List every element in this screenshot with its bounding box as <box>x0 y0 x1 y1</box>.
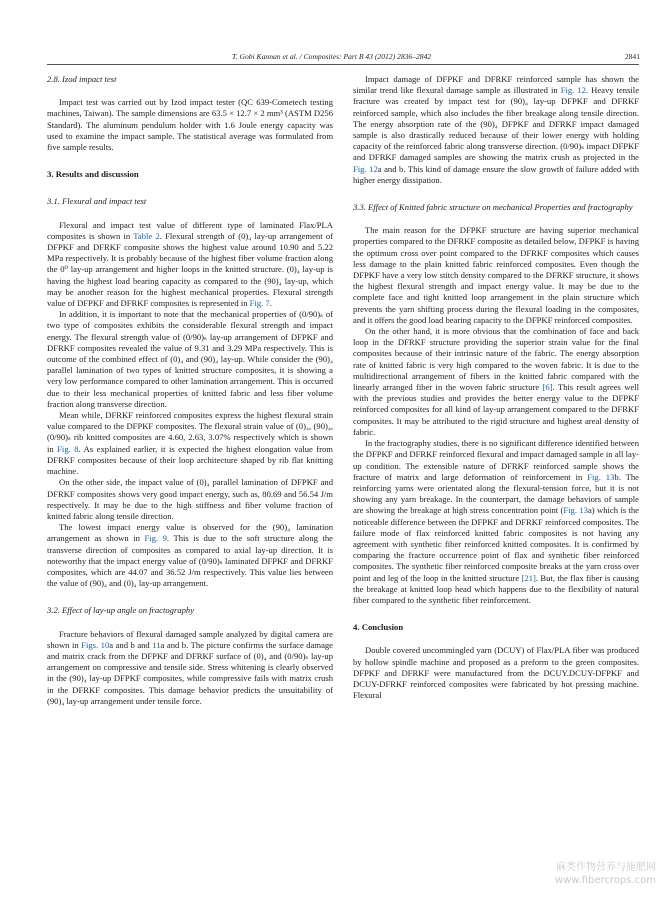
section-3-2-paragraph-2: Impact damage of DFPKF and DFRKF reinforced sample has shown the similar trend like flexural damage sample as illustrated in Fig. 12. Heavy tensile fracture was created by impact test for (90)₄ lay-up DFPKF and DFRKF reinforced sample, which also includes the fiber breakage along tensile direction. The energy absorption rate of the (90)₄ DFPKF and DFRKF impact damaged sample is also drastically reduced because of their lower energy with holding capacity of the reinforced fabric along transverse direction. (0/90)ₛ impact DFPKF and DFRKF damaged samples are showing the matrix crush as projected in the Fig. 12a and b. This kind of damage ensure the slow growth of failure added with higher energy dissipation. <box>353 74 640 185</box>
ref-21-link[interactable]: [21] <box>521 572 536 583</box>
section-3-1-paragraph-3: Mean while, DFRKF reinforced composites express the highest flexural strain value compared to the DFPKF composites. The flexural strain value of (0)₄, (90)₄, (0/90)ₛ rib knitted composites are 4.60, 2.63, 3.07% respectively which is shown in Fig. 8. As explained earlier, it is expected the highest elongation value from DFRKF composites because of their loop architecture shaped by rib flat knitting machine. <box>47 410 333 477</box>
fig-13-link-2[interactable]: Fig. 13 <box>563 505 588 516</box>
fig-8-link[interactable]: Fig. 8 <box>57 443 79 454</box>
section-2-8-heading: 2.8. Izod impact test <box>47 74 117 84</box>
section-3-2-paragraph-1: Fracture behaviors of flexural damaged sample analyzed by digital camera are shown in Figs. 10a and b and 11a and b. The picture confirms the surface damage and matrix crack from the DFPKF and DFRKF surface of (0)₄ and (0/90)ₛ lay-up arrangement on compressive and tensile side. Stress whitening is clearly observed in the (90)₄ lay-up DFPKF composites, while compressive fails with matrix crush in the DFRKF composites. This damage behavior predicts the unsuitability of (90)₄ lay-up arrangement under tensile force. <box>47 628 334 706</box>
ref-6-link[interactable]: [6] <box>542 382 553 393</box>
section-3-heading: 3. Results and discussion <box>47 169 139 180</box>
fig-12-link[interactable]: Fig. 12 <box>560 85 586 96</box>
watermark-line-2: www.fibercrops.com <box>554 875 656 886</box>
section-3-1-heading: 3.1. Flexural and impact test <box>47 196 147 207</box>
section-3-3-paragraph-2: On the other hand, it is more obvious that the combination of face and back loop in the DFRKF structure providing the superior strain value for the final composites because of their intrinsic nature of the fabric. The energy absorption rate of knitted fabric is very high compared to the woven fabric. It is due to the multidirectional arrangement of fibers in the knitted fabric compared with the linearly arranged fiber in the woven fabric structure [6]. This result agrees well with the previous studies and provides the better energy value to the DFPKF reinforced composites for all kind of lay-up arrangement compared to the DFRKF composites. It may be attributed to the rigid structure and highest areal density of fabric. <box>353 326 639 437</box>
section-3-2-heading: 3.2. Effect of lay-up angle on fractography <box>47 605 195 616</box>
header-rule <box>47 64 639 65</box>
section-3-3-paragraph-1: The main reason for the DFPKF structure are having superior mechanical properties compared to the DFRKF composite as detailed below, DFPKF is having the optimum cross over point compared to the DFRKF composites which causes less damage to the plain knitted fabric reinforced composites. Even though the DFPKF have a very low stitch density compared to the DFRKF structure, it shows the highest flexural strength and impact energy value. It may be due to the complete face and tight knitted loop arrangement in the plain structure which prevents the yarn shifting process during the flexural loading in the composites, and it offers the good load bearing capacity to the DFPKF reinforced composites. <box>353 225 639 325</box>
section-3-1-paragraph-4: On the other side, the impact value of (0)₄ parallel lamination of DFPKF and DFRKF composites shows very good impact energy, such as, 80.69 and 56.54 J/m respectively. It may be due to the high stiffness and fiber volume fraction of knitted fabric along tensile direction. <box>47 477 333 521</box>
watermark-line-1: 麻类作物营养与施肥网 <box>556 862 656 873</box>
figs-10-link[interactable]: Figs. 10 <box>81 639 110 650</box>
running-head: T. Gobi Kannan et al. / Composites: Part B 43 (2012) 2836–2842 <box>232 52 432 61</box>
fig-12-link-2[interactable]: Fig. 12 <box>353 163 378 174</box>
fig-9-link[interactable]: Fig. 9 <box>144 533 167 544</box>
section-3-3-heading: 3.3. Effect of Knitted fabric structure on mechanical Properties and fractography <box>353 202 633 213</box>
section-4-heading: 4. Conclusion <box>353 622 404 633</box>
section-3-1-paragraph-2: In addition, it is important to note that the mechanical properties of (0/90)ₛ of two type of composites exhibits the considerable flexural strength and impact energy. The flexural strength value of (0/90)ₛ lay-up arrangement of DFPKF and DFRKF composites revealed the value of 9.31 and 3.29 MPa respectively. This is outcome of the combined effect of (0)₄ and (90)₄ lay-up. While consider the (90)₄ parallel lamination of two types of knitted structure composites, it is showing a very low performance compared to other lamination arrangement. This is occurred due to their less mechanical properties of knitted fabric and less fiber volume fraction along transverse direction. <box>47 309 333 409</box>
section-4-paragraph-1: Double covered uncommingled yarn (DCUY) of Flax/PLA fiber was produced by hollow spindle machine and proposed as a preform to the green composites. DFPKF and DFRKF were manufactured from the DCUY.DCUY-DFPKF and DCUY-DFRKF reinforced composites were fabricated by hot pressing machine. Flexural <box>353 645 639 701</box>
fig-7-link[interactable]: Fig. 7 <box>249 298 270 309</box>
left-column <box>47 74 333 707</box>
section-2-8-paragraph: Impact test was carried out by Izod impact tester (QC 639-Cometech testing machines, Taiwan). The sample dimensions are 63.5 × 12.7 × 2 mm³ (ASTM D256 Standard). The aluminum pendulum holder with 1.6 Joule energy capacity was used to examine the impact sample. The statistical average was formulated from five sample results. <box>47 97 333 153</box>
section-3-1-paragraph-1: Flexural and impact test value of different type of laminated Flax/PLA composites is shown in Table 2. Flexural strength of (0)₄ lay-up arrangement of DFPKF and DFRKF composite shows the highest value around 10.90 and 5.22 MPa respectively. It is probably because of the highest fiber volume fraction along the 0⁰ lay-up arrangement and higher loops in the knitted structure. (0)₄ lay-up is having the highest load bearing capacity as compared to the (90)₄ lay-up, which may be another reason for the highest mechanical properties. Flexural strength value of DFPKF and DFRKF composites is represented in Fig. 7. <box>47 219 333 309</box>
table-2-link[interactable]: Table 2 <box>133 230 160 241</box>
fig-11-link[interactable]: 11 <box>152 639 161 650</box>
right-column <box>353 74 639 701</box>
fig-13-link[interactable]: Fig. 13 <box>587 471 615 482</box>
page-number: 2841 <box>624 52 640 61</box>
watermark <box>555 861 656 887</box>
section-3-1-paragraph-5: The lowest impact energy value is observed for the (90)₄ lamination arrangement as shown in Fig. 9. This is due to the soft structure along the transverse direction of composites as compared to axial lay-up direction. It is noteworthy that the impact energy value of (0/90)ₛ laminated DFPKF and DFRKF composites, which are 44.07 and 36.52 J/m respectively. This value lies between the value of (90)₄ and (0)₄ lay-up arrangement. <box>47 522 334 589</box>
section-3-3-paragraph-3: In the fractography studies, there is no significant difference identified between the DFPKF and DFRKF reinforced flexural and impact damaged sample in all lay-up condition. The extensible nature of DFRKF reinforced sample shows the fracture of matrix and large deformation of reinforcement in Fig. 13b. The reinforcing yarns were orientated along the flexural-tension force, but it is not showing any yarn breakage. In the counterpart, the damage behaviors of sample are showing the breakage at high stress concentration point (Fig. 13a) which is the noticeable difference between the DFPKF and DFRKF reinforced composites. The failure mode of flax reinforced knitted fabric composites is not having any agreement with synthetic fiber reinforced knitted composites. It is confirmed by comparing the fracture occurrence point of flax and synthetic fiber reinforced composites. The synthetic fiber reinforced composite breaks at the yarn cross over point and leg of the loop in the knitted structure [21]. But, the flax fiber is causing the breakage at knitted loop head which happens due to the flexibility of natural fiber compared to the synthetic fiber reinforcement. <box>353 438 640 605</box>
